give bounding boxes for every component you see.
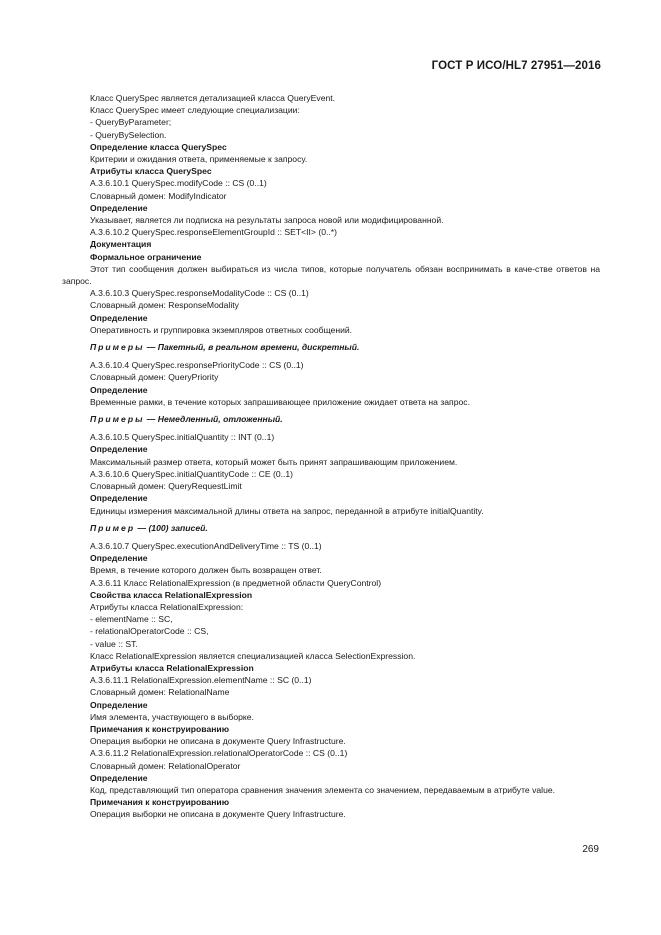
section-heading: Определение: [90, 312, 148, 323]
example-note: [62, 341, 600, 353]
text-line: Класс QuerySpec является детализацией класса QueryEvent.: [90, 93, 336, 103]
example-note: [62, 413, 600, 425]
section-heading: Определение: [90, 493, 148, 504]
body-text: [62, 92, 600, 821]
section-heading: Определение: [90, 202, 148, 213]
text-line: Операция выборки не описана в документе Query Infrastructure.: [90, 809, 346, 820]
example-label: Примеры: [90, 414, 145, 425]
text-line: Код, представляющий тип оператора сравнения значения элемента со значением, передаваемым в атрибуте value.: [90, 784, 556, 795]
section-heading: Формальное ограничение: [90, 251, 202, 262]
text-line: Операция выборки не описана в документе Query Infrastructure.: [90, 736, 346, 747]
text-line: Указывает, является ли подписка на результаты запроса новой или модифицированной.: [90, 215, 444, 226]
text-line: Этот тип сообщения должен выбираться из числа типов, которые получатель обязан воспринимать в каче-ствe ответов на запрос.: [62, 263, 600, 287]
section-heading: Документация: [90, 239, 152, 250]
example-label: Пример: [90, 522, 136, 533]
text-line: - relationalOperatorCode :: CS,: [90, 626, 209, 637]
text-line: Единицы измерения максимальной длины ответа на запрос, переданной в атрибуте initialQuantity.: [90, 505, 484, 516]
text-line: Класс RelationalExpression является специализацией класса SelectionExpression.: [90, 650, 416, 661]
text-line: A.3.6.10.5 QuerySpec.initialQuantity :: INT (0..1): [90, 432, 275, 443]
section-heading: Определение класса QuerySpec: [90, 141, 227, 152]
text-line: Словарный домен: RelationalOperator: [90, 760, 241, 771]
text-line: Класс QuerySpec имеет следующие специализации:: [90, 105, 300, 116]
text-line: - QueryByParameter;: [90, 117, 172, 128]
section-heading: Атрибуты класса QuerySpec: [90, 166, 212, 177]
text-line: A.3.6.10.2 QuerySpec.responseElementGroupId :: SET<II> (0..*): [90, 227, 337, 238]
text-line: Максимальный размер ответа, который может быть принят запрашивающим приложением.: [90, 456, 458, 467]
text-line: - value :: ST.: [90, 638, 138, 649]
text-line: Словарный домен: ResponseModality: [90, 300, 239, 311]
text-line: Словарный домен: ModifyIndicator: [90, 190, 227, 201]
text-line: Временные рамки, в течение которых запрашивающее приложение ожидает ответа на запрос.: [90, 396, 470, 407]
section-heading: Определение: [90, 699, 148, 710]
text-line: Имя элемента, участвующего в выборке.: [90, 711, 254, 722]
section-heading: Свойства класса RelationalExpression: [90, 589, 253, 600]
example-text: — Немедленный, отложенный.: [144, 414, 283, 425]
text-line: Словарный домен: QueryPriority: [90, 372, 219, 383]
text-line: Словарный домен: RelationalName: [90, 687, 230, 698]
text-line: A.3.6.10.7 QuerySpec.executionAndDeliveryTime :: TS (0..1): [90, 540, 322, 551]
text-line: A.3.6.10.4 QuerySpec.responsePriorityCode :: CS (0..1): [90, 360, 304, 371]
section-heading: Атрибуты класса RelationalExpression: [90, 662, 254, 673]
text-line: A.3.6.11.2 RelationalExpression.relationalOperatorCode :: CS (0..1): [90, 748, 348, 759]
standard-header: ГОСТ Р ИСО/HL7 27951—2016: [431, 60, 601, 72]
example-label: Примеры: [90, 342, 145, 353]
example-note: [62, 522, 600, 534]
text-line: A.3.6.10.6 QuerySpec.initialQuantityCode :: CE (0..1): [90, 468, 294, 479]
text-line: A.3.6.10.3 QuerySpec.responseModalityCode :: CS (0..1): [90, 288, 309, 299]
text-line: A.3.6.10.1 QuerySpec.modifyCode :: CS (0..1): [90, 178, 267, 189]
example-text: — Пакетный, в реальном времени, дискретный.: [144, 342, 360, 353]
section-heading: Определение: [90, 772, 148, 783]
text-line: - QueryBySelection.: [90, 129, 167, 140]
section-heading: Определение: [90, 384, 148, 395]
text-line: Атрибуты класса RelationalExpression:: [90, 601, 244, 612]
text-line: Время, в течение которого должен быть возвращен ответ.: [90, 565, 322, 576]
text-line: Критерии и ожидания ответа, применяемые к запросу.: [90, 154, 308, 165]
text-line: Словарный домен: QueryRequestLimit: [90, 481, 242, 492]
section-heading: Примечания к конструированию: [90, 723, 230, 734]
text-line: A.3.6.11.1 RelationalExpression.elementName :: SC (0..1): [90, 675, 312, 686]
section-heading: Примечания к конструированию: [90, 797, 230, 808]
page-number: 269: [582, 844, 599, 855]
example-text: — (100) записей.: [135, 522, 208, 533]
text-line: - elementName :: SC,: [90, 614, 173, 625]
text-line: Оперативность и группировка экземпляров ответных сообщений.: [90, 324, 353, 335]
section-heading: Определение: [90, 553, 148, 564]
section-heading: Определение: [90, 444, 148, 455]
text-line: A.3.6.11 Класс RelationalExpression (в предметной области QueryControl): [90, 577, 382, 588]
